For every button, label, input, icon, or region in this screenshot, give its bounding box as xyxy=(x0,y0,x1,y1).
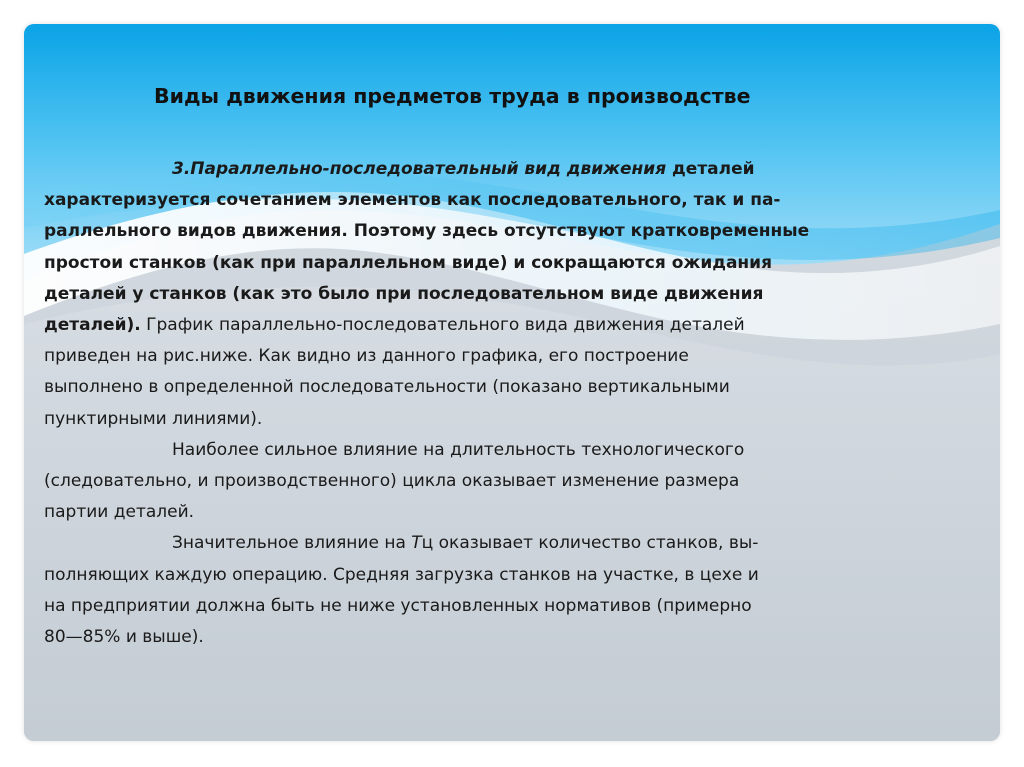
paragraph-1-line1-tail: деталей xyxy=(666,159,755,179)
slide-title: Виды движения предметов труда в производстве xyxy=(154,84,751,108)
paragraph-1-line3: раллельного видов движения. Поэтому здесь отсутствуют кратковременные xyxy=(44,221,810,242)
paragraph-1-line9: пунктирными линиями). xyxy=(44,408,263,429)
paragraph-3-line1-start: Значительное влияние на xyxy=(172,533,412,554)
paragraph-1-line5: деталей у станков (как это было при последовательном виде движения xyxy=(44,283,764,304)
paragraph-2-line3: партии деталей. xyxy=(44,502,195,523)
paragraph-3-line4: 80—85% и выше). xyxy=(44,627,204,648)
paragraph-3-line2: полняющих каждую операцию. Средняя загрузка станков на участке, в цехе и xyxy=(44,564,759,585)
paragraph-3-line1-end: ц оказывает количество станков, вы- xyxy=(421,533,759,554)
paragraph-1-line4: простои станков (как при параллельном виде) и сокращаются ожидания xyxy=(44,252,773,273)
paragraph-3-line1-italic: Т xyxy=(411,533,422,554)
paragraph-2 xyxy=(44,435,944,529)
slide-body xyxy=(44,154,944,653)
paragraph-2-line2: (следовательно, и производственного) цикла оказывает изменение размера xyxy=(44,471,740,492)
paragraph-3 xyxy=(44,528,944,653)
paragraph-1-line6-tail: График параллельно-последовательного вида движения деталей xyxy=(140,315,745,336)
paragraph-1-line7: приведен на рис.ниже. Как видно из данного графика, его построение xyxy=(44,346,689,367)
paragraph-3-line3: на предприятии должна быть не ниже установленных нормативов (примерно xyxy=(44,595,752,616)
paragraph-1-line6-start: деталей). xyxy=(44,315,141,336)
paragraph-1-line2: характеризуется сочетанием элементов как последовательного, так и па- xyxy=(44,190,781,211)
paragraph-1-line8: выполнено в определенной последовательности (показано вертикальными xyxy=(44,377,730,398)
paragraph-1 xyxy=(44,154,944,435)
paragraph-2-line1: Наиболее сильное влияние на длительность технологического xyxy=(172,439,745,460)
paragraph-1-intro: 3.Параллельно-последовательный вид движения xyxy=(172,159,667,179)
